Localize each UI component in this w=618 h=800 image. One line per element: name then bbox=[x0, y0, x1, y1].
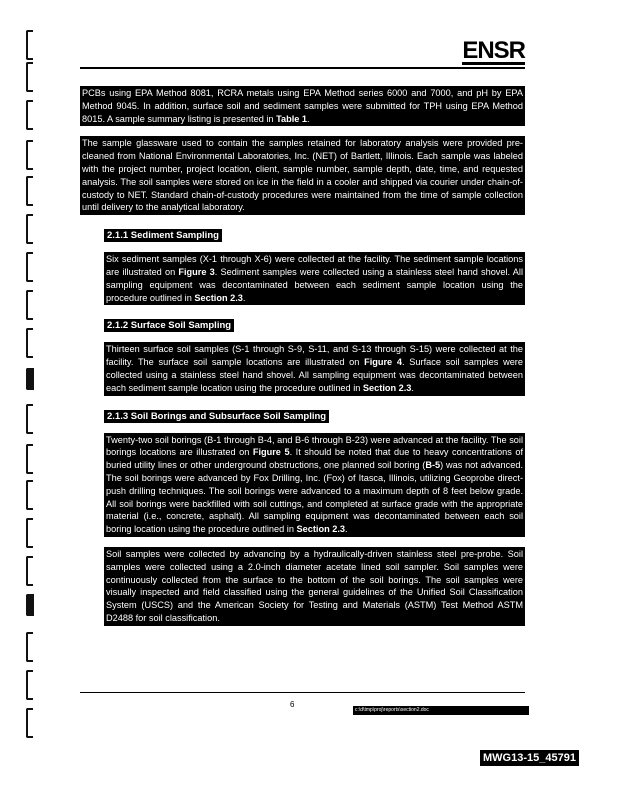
paragraph-sediment-sampling: Six sediment samples (X-1 through X-6) were collected at the facility. The sediment sample locations are illustrated on Figure 3. Sediment samples were collected using a stainless steel hand shovel. All sampling equipment was decontaminated between each sediment sample location using the procedure outlined in Section 2.3. bbox=[104, 252, 525, 305]
binder-ring bbox=[26, 594, 34, 616]
paragraph-soil-borings: Twenty-two soil borings (B-1 through B-4, and B-6 through B-23) were advanced at the facility. The soil borings locations are illustrated on Figure 5. It should be noted that due to heavy concentrations of buried utility lines or other underground obstructions, one planned soil boring (B-5) was not advanced. The soil borings were advanced by Fox Drilling, Inc. (Fox) of Itasca, Illinois, utilizing Geoprobe direct-push drilling techniques. The soil borings were advanced to a maximum depth of 8 feet below grade. All soil borings were backfilled with soil cuttings, and completed at surface grade with the appropriate material (i.e., concrete, asphalt). All sampling equipment was decontaminated between each soil boring location using the procedure outlined in Section 2.3. bbox=[104, 433, 525, 537]
paragraph-soil-samples-collection: Soil samples were collected by advancing by a hydraulically-driven stainless steel pre-probe. Soil samples were collected using a 2.0-inch diameter acetate lined soil sampler. Soil samples were continuously collected from the surface to the bottom of the soil borings. The soil samples were visually inspected and field classified using the general guidelines of the Unified Soil Classification System (USCS) and the American Society for Testing and Materials (ASTM) Test Method ASTM D2488 for soil classification. bbox=[104, 547, 525, 626]
paragraph-sample-glassware: The sample glassware used to contain the samples retained for laboratory analysis were provided pre-cleaned from National Environmental Laboratories, Inc. (NET) of Bartlett, Illinois. Each sample was labeled with the project number, project location, client, sample number, sample depth, date, time, and requested analysis. The soil samples were stored on ice in the field in a cooler and shipped via courier under chain-of-custody to NET. Standard chain-of-custody procedures were maintained from the time of sample collection until delivery to the analytical laboratory. bbox=[80, 136, 525, 215]
paragraph-surface-soil-sampling: Thirteen surface soil samples (S-1 through S-9, S-11, and S-13 through S-15) were collected at the facility. The surface soil sample locations are illustrated on Figure 4. Surface soil samples were collected using a stainless steel hand shovel. All sampling equipment was decontaminated between each sediment sample location using the procedure outlined in Section 2.3. bbox=[104, 342, 525, 395]
binder-ring bbox=[26, 404, 33, 434]
page-number: 6 bbox=[290, 700, 295, 709]
table-reference: Table 1 bbox=[276, 113, 308, 124]
section-heading-2-1-2: 2.1.2 Surface Soil Sampling bbox=[104, 319, 234, 332]
footer-rule bbox=[80, 692, 525, 693]
document-body bbox=[80, 86, 525, 636]
binder-ring bbox=[26, 214, 33, 244]
paragraph-analysis-methods: PCBs using EPA Method 8081, RCRA metals using EPA Method series 6000 and 7000, and pH by EPA Method 9045. In addition, surface soil and sediment samples were submitted for TPH using EPA Method 8015. A sample summary listing is presented in Table 1. bbox=[80, 86, 525, 126]
header-rule bbox=[80, 67, 525, 69]
binder-ring bbox=[26, 518, 33, 548]
binder-ring bbox=[26, 100, 33, 130]
company-logo: ENSR bbox=[462, 37, 525, 64]
binder-ring bbox=[26, 556, 33, 586]
binder-ring bbox=[26, 328, 33, 358]
binder-ring bbox=[26, 290, 33, 320]
binder-ring bbox=[26, 176, 33, 206]
binder-ring bbox=[26, 140, 33, 170]
section-heading-2-1-1: 2.1.1 Sediment Sampling bbox=[104, 229, 222, 242]
binder-ring bbox=[26, 632, 33, 662]
binder-ring bbox=[26, 670, 33, 700]
binder-ring bbox=[26, 62, 33, 92]
binder-ring bbox=[26, 368, 34, 390]
binder-ring bbox=[26, 252, 33, 282]
binder-ring bbox=[26, 480, 33, 510]
section-heading-2-1-3: 2.1.3 Soil Borings and Subsurface Soil Sampling bbox=[104, 410, 329, 423]
document-id-stamp: MWG13-15_45791 bbox=[480, 750, 579, 766]
binder-holes bbox=[12, 0, 52, 800]
binder-ring bbox=[26, 444, 33, 474]
binder-ring bbox=[26, 30, 33, 60]
binder-ring bbox=[26, 708, 33, 738]
file-path: c:\d\tmp\proj\reports\section2.doc bbox=[353, 706, 529, 715]
